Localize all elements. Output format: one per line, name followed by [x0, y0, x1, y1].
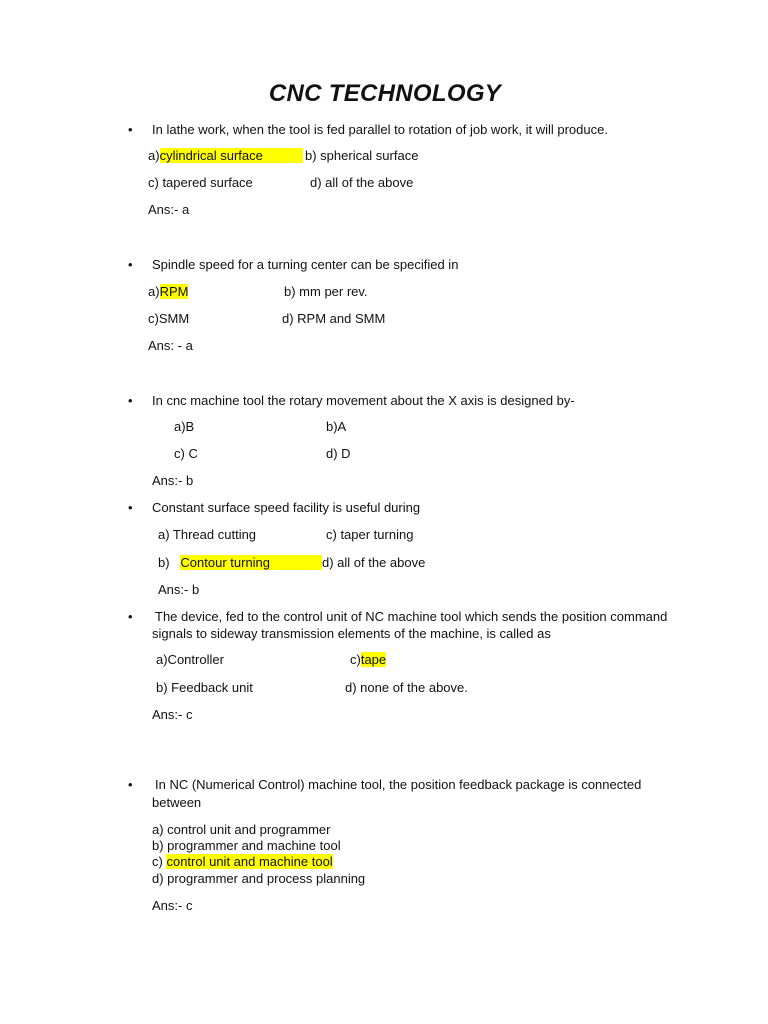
q6-option-d: d) programmer and process planning: [152, 871, 366, 886]
q2-option-a: a)RPM: [148, 284, 189, 299]
bullet: •: [128, 122, 133, 137]
q1-option-d: d) all of the above: [310, 175, 414, 190]
question-4-text: Constant surface speed facility is useful during: [152, 500, 421, 515]
q5-option-d: d) none of the above.: [345, 680, 468, 695]
q4-option-a: a) Thread cutting: [158, 527, 257, 542]
question-1-text: In lathe work, when the tool is fed parallel to rotation of job work, it will produce.: [152, 122, 608, 137]
q2-option-b: b) mm per rev.: [284, 284, 368, 299]
bullet: •: [128, 393, 133, 408]
q4-option-d: d) all of the above: [322, 555, 426, 570]
q4-highlight: Contour turning: [180, 555, 322, 570]
q6-option-b: b) programmer and machine tool: [152, 838, 341, 853]
q4-answer: Ans:- b: [158, 582, 200, 597]
q6-highlight: control unit and machine tool: [166, 854, 333, 869]
q5-option-c: c)tape: [350, 652, 387, 667]
q5-answer: Ans:- c: [152, 707, 193, 722]
q5-highlight: tape: [360, 652, 387, 667]
q2-option-c: c)SMM: [148, 311, 190, 326]
question-5-text-line1: The device, fed to the control unit of NC machine tool which sends the position command: [155, 609, 668, 624]
q5-option-a: a)Controller: [156, 652, 224, 667]
bullet: •: [128, 609, 133, 624]
q4-option-b: b) Contour turning: [158, 554, 322, 571]
q6-option-c: c) control unit and machine tool: [152, 854, 333, 869]
question-6-text-line1: In NC (Numerical Control) machine tool, the position feedback package is connected: [155, 777, 642, 792]
question-5-text-line2: signals to sideway transmission elements of the machine, is called as: [152, 626, 551, 641]
q3-option-d: d) D: [326, 446, 351, 461]
q2-highlight: RPM: [159, 284, 189, 299]
q3-option-b: b)A: [326, 419, 347, 434]
bullet: •: [128, 777, 133, 792]
page-title: CNC TECHNOLOGY: [268, 80, 502, 107]
q6-option-a: a) control unit and programmer: [152, 822, 331, 837]
q4-option-c: c) taper turning: [326, 527, 414, 542]
q5-option-b: b) Feedback unit: [156, 680, 253, 695]
bullet: •: [128, 257, 133, 272]
question-6-text-line2: between: [152, 795, 202, 810]
q3-option-a: a)B: [174, 419, 195, 434]
q2-answer: Ans: - a: [148, 338, 193, 353]
question-2-text: Spindle speed for a turning center can be specified in: [152, 257, 459, 272]
bullet: •: [128, 500, 133, 515]
q1-answer: Ans:- a: [148, 202, 190, 217]
q2-option-d: d) RPM and SMM: [282, 311, 386, 326]
q3-answer: Ans:- b: [152, 473, 194, 488]
q3-option-c: c) C: [174, 446, 198, 461]
q6-answer: Ans:- c: [152, 898, 193, 913]
q1-option-c: c) tapered surface: [148, 175, 253, 190]
q1-highlight: cylindrical surface: [160, 148, 303, 163]
q1-option-a: a)cylindrical surface: [148, 147, 303, 164]
q1-option-b: b) spherical surface: [305, 148, 419, 163]
question-3-text: In cnc machine tool the rotary movement about the X axis is designed by-: [152, 393, 575, 408]
